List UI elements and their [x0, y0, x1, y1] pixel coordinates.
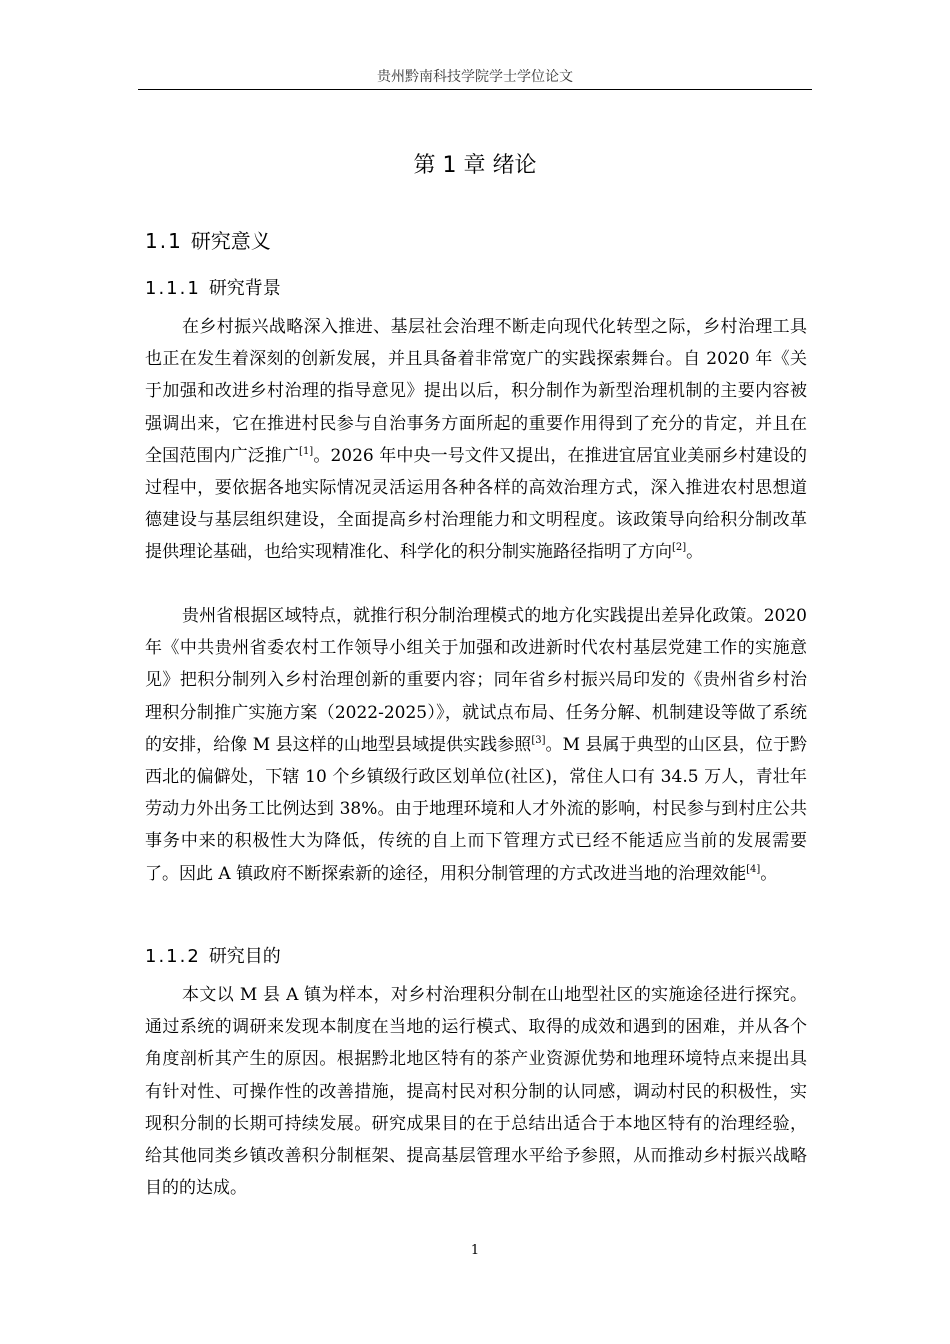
paragraph-text: 。M 县属于典型的山区县，位于黔西北的偏僻处，下辖 10 个乡镇级行政区划单位(社区)，常住人口有 34.5 万人，青壮年劳动力外出务工比例达到 38%。由于地理环境和人才外流的影响，村民参与到村庄公共事务中来的积极性大为降低，传统的自上而下管理方式已经不能适应当前的发展需要了。因此 A 镇政府不断探索新的途径，用积分制管理的方式改进当地的治理效能: [145, 734, 808, 884]
section-heading-1-1-2: [145, 942, 281, 968]
paragraph-text: 。: [686, 542, 704, 563]
paragraph-text: 。: [760, 863, 778, 884]
section-heading-1-1: [145, 225, 271, 254]
running-header: 贵州黔南科技学院学士学位论文: [377, 69, 573, 85]
citation: [1]: [299, 445, 314, 457]
section-number: 1.1.1: [145, 278, 201, 299]
header-rule: [138, 89, 812, 90]
paragraph-text: 贵州省根据区域特点，就推行积分制治理模式的地方化实践提出差异化政策。2020 年《中共贵州省委农村工作领导小组关于加强和改进新时代农村基层党建工作的实施意见》把积分制列入乡村治理创新的重要内容；同年省乡村振兴局印发的《贵州省乡村治理积分制推广实施方案（2022-2025）》，就试点布局、任务分解、机制建设等做了系统的安排，给像 M 县这样的山地型县域提供实践参照: [145, 606, 807, 755]
paragraph-text: 。2026 年中央一号文件又提出，在推进宜居宜业美丽乡村建设的过程中，要依据各地实际情况灵活运用各种各样的高效治理方式，深入推进农村思想道德建设与基层组织建设，全面提高乡村治理能力和文明程度。该政策导向给积分制改革提供理论基础，也给实现精准化、科学化的积分制实施路径指明了方向: [145, 445, 808, 563]
section-number: 1.1.2: [145, 946, 201, 967]
section-number: 1.1: [145, 229, 183, 253]
section-heading-1-1-1: [145, 274, 281, 300]
paragraph-text: 在乡村振兴战略深入推进、基层社会治理不断走向现代化转型之际，乡村治理工具也正在发生着深刻的创新发展，并且具备着非常宽广的实践探索舞台。自 2020 年《关于加强和改进乡村治理的指导意见》提出以后，积分制作为新型治理机制的主要内容被强调出来，它在推进村民参与自治事务方面所起的重要作用得到了充分的肯定，并且在全国范围内广泛推广: [145, 317, 807, 466]
section-title: 研究意义: [190, 229, 271, 253]
page-number: 1: [470, 1243, 480, 1258]
paragraph-3: [145, 979, 807, 1204]
paragraph-text: 本文以 M 县 A 镇为样本，对乡村治理积分制在山地型社区的实施途径进行探究。通过系统的调研来发现本制度在当地的运行模式、取得的成效和遇到的困难，并从各个角度剖析其产生的原因。根据黔北地区特有的茶产业资源优势和地理环境特点来提出具有针对性、可操作性的改善措施，提高村民对积分制的认同感，调动村民的积极性，实现积分制的长期可持续发展。研究成果目的在于总结出适合于本地区特有的治理经验，给其他同类乡镇改善积分制框架、提高基层管理水平给予参照，从而推动乡村振兴战略目的的达成。: [145, 985, 807, 1199]
citation: [2]: [672, 542, 687, 554]
paragraph-1: [145, 311, 807, 569]
citation: [3]: [531, 734, 546, 746]
paragraph-2: [145, 600, 807, 890]
chapter-title: 第 1 章 绪论: [413, 153, 537, 178]
citation: [4]: [746, 863, 761, 875]
section-title: 研究目的: [208, 946, 281, 967]
section-title: 研究背景: [208, 278, 281, 299]
